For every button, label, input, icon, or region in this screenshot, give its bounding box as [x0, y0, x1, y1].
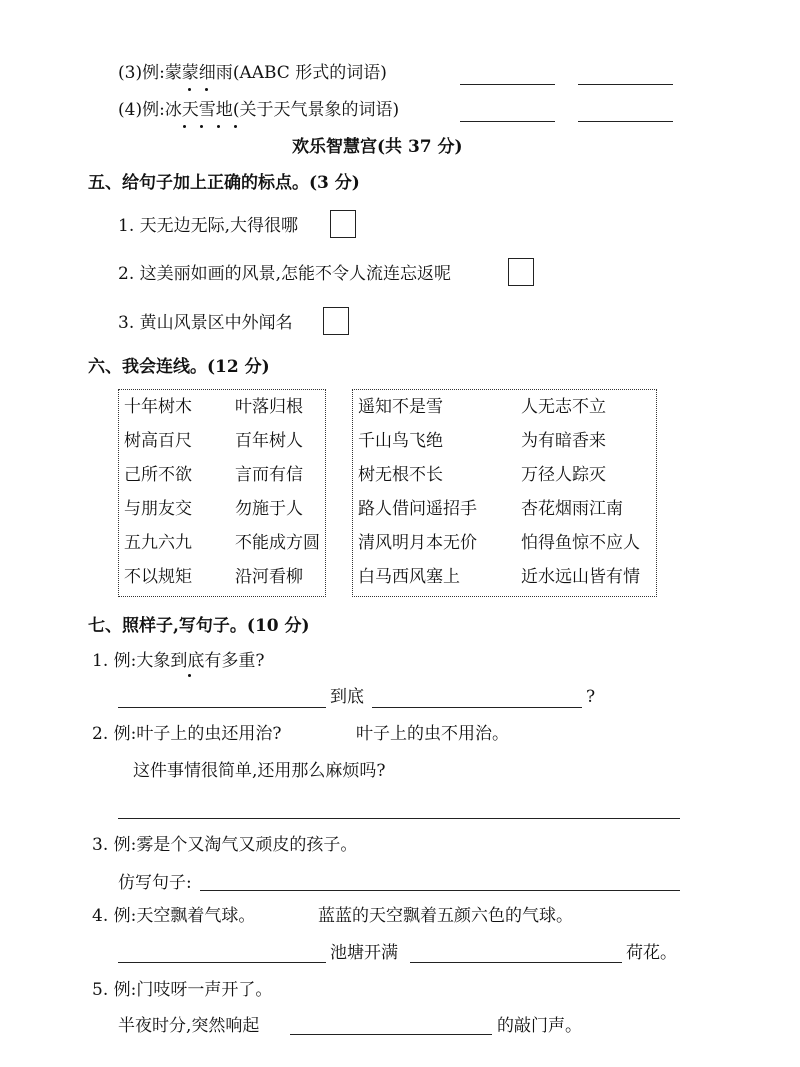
q4-item3-blank-2[interactable]: [578, 84, 673, 85]
match-item[interactable]: 百年树人: [235, 431, 303, 451]
q7-ex1-end: ?: [586, 687, 596, 707]
q7-ex4-mid: 池塘开满: [330, 943, 398, 963]
q7-ex3-label: 3. 例:雾是个又淘气又顽皮的孩子。: [92, 835, 358, 855]
match-item[interactable]: 近水远山皆有情: [521, 567, 640, 587]
emphasis-dot: [183, 125, 186, 128]
match-item[interactable]: 不能成方圆: [235, 533, 320, 553]
q7-ex4-blank-1[interactable]: [118, 962, 326, 963]
match-item[interactable]: 怕得鱼惊不应人: [521, 533, 640, 553]
q4-item4-blank-2[interactable]: [578, 121, 673, 122]
q7-ex1-blank-1[interactable]: [118, 707, 326, 708]
emphasis-dot: [234, 125, 237, 128]
q4-item4-blank-1[interactable]: [460, 121, 555, 122]
q4-item3-word: 蒙蒙细雨: [164, 63, 233, 83]
match-item[interactable]: 杏花烟雨江南: [521, 499, 623, 519]
match-item[interactable]: 沿河看柳: [235, 567, 303, 587]
emphasis-dot: [217, 125, 220, 128]
q7-ex5-prefix: 半夜时分,突然响起: [118, 1016, 260, 1036]
emphasis-dot: [188, 674, 191, 677]
match-item[interactable]: 己所不欲: [124, 465, 192, 485]
q7-ex2-label: 2. 例:叶子上的虫还用治?: [92, 724, 282, 744]
match-box-2: [352, 389, 657, 597]
match-item[interactable]: 树高百尺: [124, 431, 192, 451]
q7-ex4-end: 荷花。: [626, 943, 677, 963]
q4-item3: [118, 62, 387, 84]
q7-ex3-prompt: 仿写句子:: [118, 873, 192, 893]
q7-ex3-blank[interactable]: [200, 890, 680, 891]
q7-ex1-label: 1. 例:大象到底有多重?: [92, 651, 265, 671]
q5-item-1: 1. 天无边无际,大得很哪: [118, 216, 299, 236]
q4-item3-hint: (AABC 形式的词语): [232, 63, 387, 83]
q7-ex5-blank[interactable]: [290, 1034, 492, 1035]
q7-ex4-answer: 蓝蓝的天空飘着五颜六色的气球。: [318, 906, 573, 926]
q7-ex4-label: 4. 例:天空飘着气球。: [92, 906, 256, 926]
match-item[interactable]: 言而有信: [235, 465, 303, 485]
q4-item4-label: (4)例:: [118, 100, 165, 120]
emphasis-dot: [188, 88, 191, 91]
q7-ex1-blank-2[interactable]: [372, 707, 582, 708]
q4-item4-word: 冰天雪地: [164, 100, 233, 120]
q7-ex5-suffix: 的敲门声。: [497, 1016, 582, 1036]
q5-title: 五、给句子加上正确的标点。(3 分): [88, 173, 360, 193]
q7-ex4-blank-2[interactable]: [410, 962, 622, 963]
emphasis-dot: [200, 125, 203, 128]
q5-answer-box-3[interactable]: [323, 307, 349, 335]
match-item[interactable]: 白马西风塞上: [358, 567, 460, 587]
match-item[interactable]: 与朋友交: [124, 499, 192, 519]
match-box-1: [118, 389, 326, 597]
q7-ex2-prompt: 这件事情很简单,还用那么麻烦吗?: [133, 761, 386, 781]
q6-title: 六、我会连线。(12 分): [88, 357, 270, 377]
q5-item-2: 2. 这美丽如画的风景,怎能不令人流连忘返呢: [118, 264, 452, 284]
match-item[interactable]: 树无根不长: [358, 465, 443, 485]
match-item[interactable]: 叶落归根: [235, 397, 303, 417]
emphasis-dot: [205, 88, 208, 91]
q4-item3-label: (3)例:: [118, 63, 165, 83]
q5-answer-box-1[interactable]: [330, 210, 356, 238]
section-title: 欢乐智慧宫(共 37 分): [292, 137, 463, 157]
q7-ex2-blank[interactable]: [118, 818, 680, 819]
q7-ex2-answer: 叶子上的虫不用治。: [356, 724, 509, 744]
match-item[interactable]: 清风明月本无价: [358, 533, 477, 553]
match-item[interactable]: 勿施于人: [235, 499, 303, 519]
match-item[interactable]: 五九六九: [124, 533, 192, 553]
q4-item4: [118, 99, 399, 121]
match-item[interactable]: 万径人踪灭: [521, 465, 606, 485]
match-item[interactable]: 遥知不是雪: [358, 397, 443, 417]
match-item[interactable]: 路人借问遥招手: [358, 499, 477, 519]
match-item[interactable]: 千山鸟飞绝: [358, 431, 443, 451]
q4-item4-hint: (关于天气景象的词语): [232, 100, 400, 120]
q7-ex1-mid: 到底: [330, 687, 364, 707]
q5-item-3: 3. 黄山风景区中外闻名: [118, 313, 293, 333]
match-item[interactable]: 人无志不立: [521, 397, 606, 417]
q4-item3-blank-1[interactable]: [460, 84, 555, 85]
match-item[interactable]: 为有暗香来: [521, 431, 606, 451]
q5-answer-box-2[interactable]: [508, 258, 534, 286]
match-item[interactable]: 十年树木: [124, 397, 192, 417]
q7-title: 七、照样子,写句子。(10 分): [88, 616, 310, 636]
q7-ex5-label: 5. 例:门吱呀一声开了。: [92, 980, 273, 1000]
match-item[interactable]: 不以规矩: [124, 567, 192, 587]
